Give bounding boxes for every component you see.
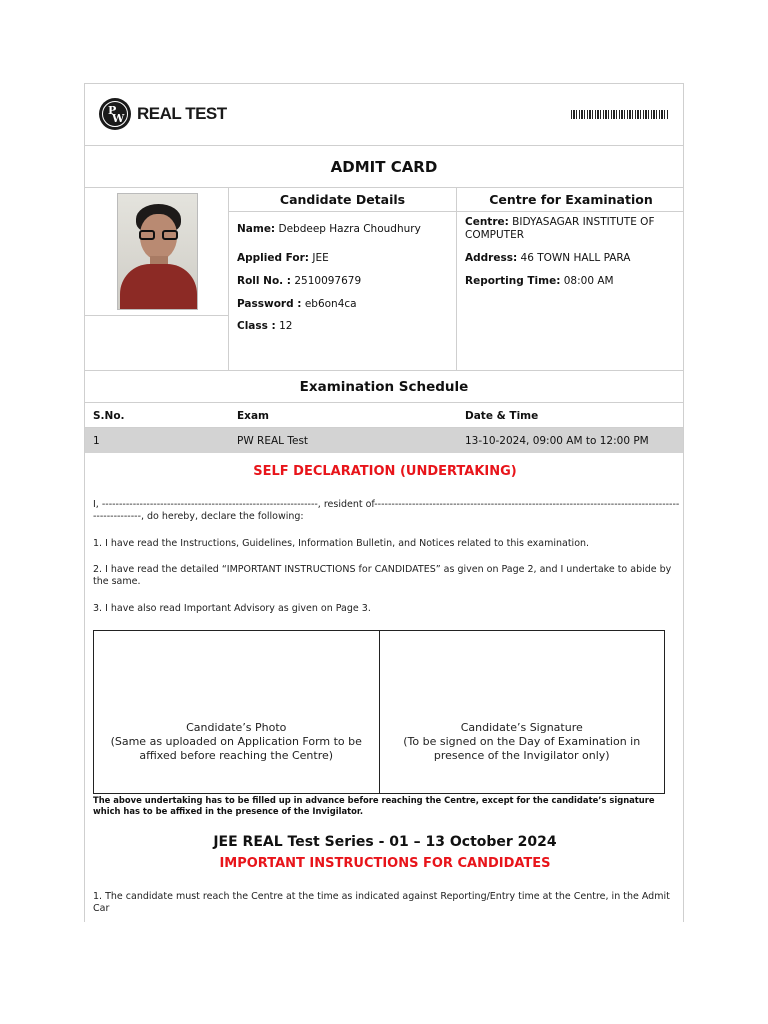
undertaking-note: The above undertaking has to be filled up in advance before reaching the Centre, except for the candidate’s signature which has to be affixed in the presence of the Invigilator. bbox=[93, 795, 655, 816]
barcode-icon bbox=[571, 110, 669, 119]
signature-box-label: Candidate’s Signature (To be signed on the Day of Examination in presence of the Invigilator only) bbox=[403, 721, 641, 762]
centre-name: Centre: BIDYASAGAR INSTITUTE OF COMPUTER bbox=[465, 216, 655, 241]
undertaking-boxes bbox=[93, 630, 665, 794]
password: Password : eb6on4ca bbox=[237, 298, 357, 310]
centre-address: Address: 46 TOWN HALL PARA bbox=[465, 252, 631, 264]
page-title: ADMIT CARD bbox=[85, 146, 683, 188]
photo-box-label: Candidate’s Photo (Same as uploaded on Application Form to be affixed before reaching the Centre) bbox=[110, 721, 362, 762]
instruction-item-1: 1. The candidate must reach the Centre at the time as indicated against Reporting/Entry time at the Centre, in the Admit Car bbox=[93, 891, 670, 914]
schedule-title: Examination Schedule bbox=[85, 371, 683, 403]
instructions-title: IMPORTANT INSTRUCTIONS FOR CANDIDATES bbox=[219, 856, 551, 871]
candidate-details-heading: Candidate Details bbox=[229, 188, 456, 212]
candidate-photo bbox=[117, 193, 198, 310]
declaration-title: SELF DECLARATION (UNDERTAKING) bbox=[253, 464, 517, 479]
centre-heading: Centre for Examination bbox=[457, 188, 684, 212]
declaration-point-1: 1. I have read the Instructions, Guidelines, Information Bulletin, and Notices related to this examination. bbox=[93, 538, 590, 549]
declaration-point-3: 3. I have also read Important Advisory as given on Page 3. bbox=[93, 603, 371, 614]
candidate-name: Name: Debdeep Hazra Choudhury bbox=[237, 223, 421, 235]
declaration-point-2: 2. I have read the detailed “IMPORTANT INSTRUCTIONS for CANDIDATES” as given on Page 2, and I undertake to abide by the same. bbox=[93, 564, 672, 587]
declaration-intro: I, ---------------------------------------------------------------, resident of-------------------------------------------------------------------------------------------------------, do hereby, declare the following: bbox=[93, 499, 680, 522]
applied-for: Applied For: JEE bbox=[237, 252, 329, 264]
admit-card bbox=[84, 83, 684, 922]
brand-logo bbox=[99, 98, 227, 130]
candidate-details bbox=[229, 188, 457, 371]
card-header bbox=[85, 84, 683, 146]
roll-number: Roll No. : 2510097679 bbox=[237, 275, 362, 287]
pw-logo-icon: P W bbox=[99, 98, 131, 130]
photo-column bbox=[85, 188, 229, 371]
series-title: JEE REAL Test Series - 01 – 13 October 2024 bbox=[213, 834, 557, 850]
centre-details bbox=[457, 188, 684, 371]
candidate-section bbox=[85, 188, 683, 371]
schedule-header: S.No. Exam Date & Time bbox=[85, 403, 683, 428]
brand-name: REAL TEST bbox=[137, 104, 227, 123]
signature-box bbox=[379, 631, 665, 793]
schedule-row: 1 PW REAL Test 13-10-2024, 09:00 AM to 12:00 PM bbox=[85, 428, 683, 453]
reporting-time: Reporting Time: 08:00 AM bbox=[465, 275, 614, 287]
class: Class : 12 bbox=[237, 320, 293, 332]
photo-box bbox=[94, 631, 379, 793]
